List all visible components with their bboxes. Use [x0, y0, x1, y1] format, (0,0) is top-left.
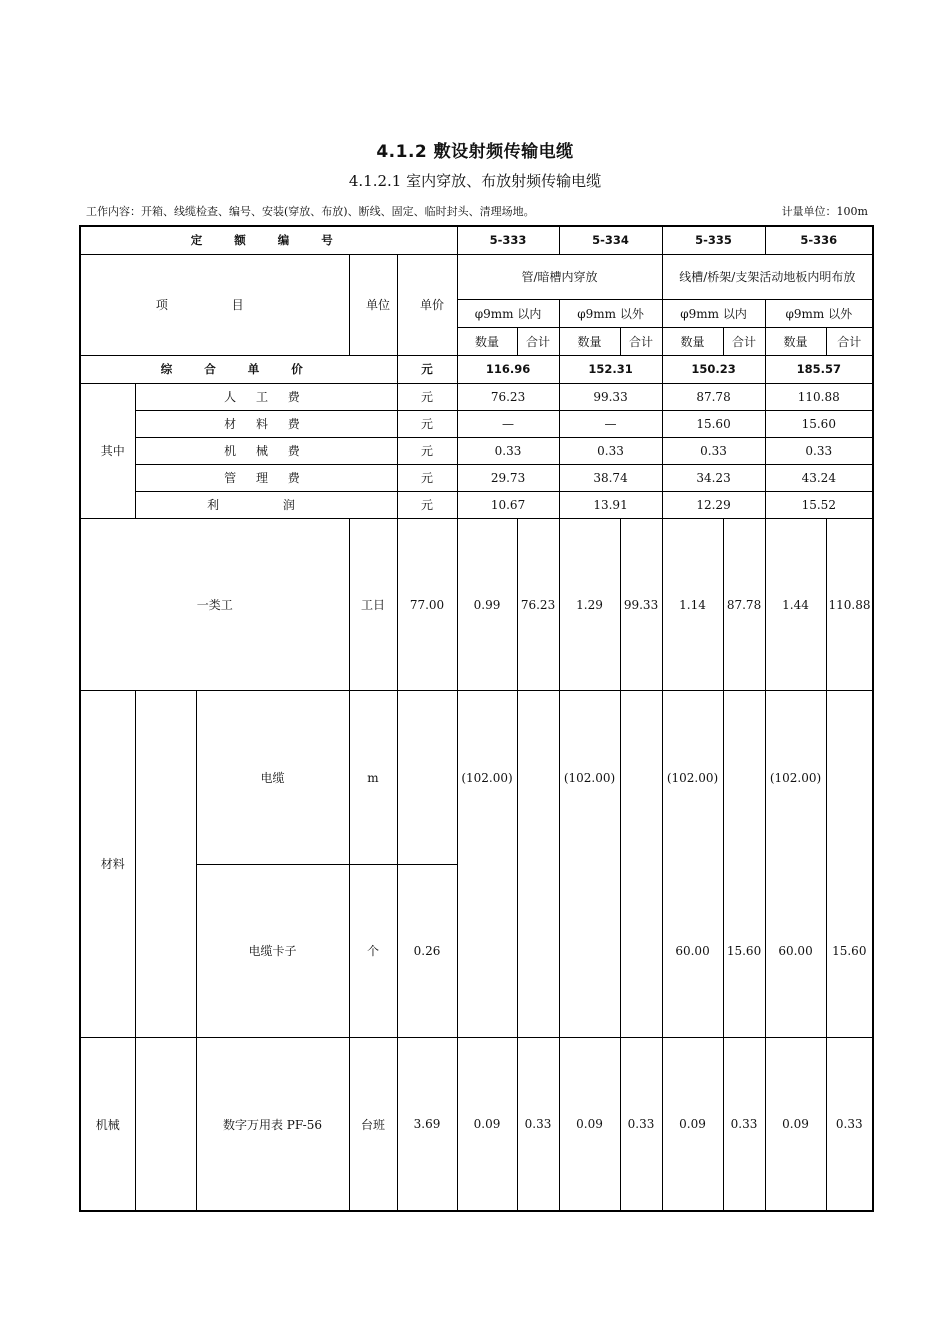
among-item-unit: 元 [397, 491, 457, 518]
among-item-value: 15.60 [765, 410, 873, 437]
material-qty [457, 864, 517, 1037]
material-qty: (102.00) [559, 691, 620, 864]
quota-code-3: 5-335 [662, 226, 765, 254]
labor-unit: 工日 [349, 519, 397, 691]
among-row-management [80, 464, 873, 491]
labor-sum: 87.78 [723, 519, 765, 691]
labor-qty: 1.29 [559, 519, 620, 691]
labor-price: 77.00 [397, 519, 457, 691]
material-name: 电缆 [196, 691, 349, 864]
labor-row [80, 519, 873, 691]
sum-header: 合计 [826, 327, 873, 355]
among-item-value: 29.73 [457, 464, 559, 491]
spec-1: φ9mm 以内 [457, 299, 559, 327]
machine-price: 3.69 [397, 1038, 457, 1211]
material-unit: 个 [349, 864, 397, 1037]
labor-qty: 1.44 [765, 519, 826, 691]
machine-qty: 0.09 [765, 1038, 826, 1211]
total-price-row [80, 355, 873, 383]
among-row-profit [80, 491, 873, 518]
among-item-value: 0.33 [457, 437, 559, 464]
group-header-row [80, 254, 873, 299]
total-price-label: 综 合 单 价 [80, 355, 397, 383]
total-price-4: 185.57 [765, 355, 873, 383]
total-price-2: 152.31 [559, 355, 662, 383]
sum-header: 合计 [620, 327, 662, 355]
quota-code-2: 5-334 [559, 226, 662, 254]
unit-header: 单位 [349, 254, 397, 355]
material-label: 材料 [80, 691, 135, 1038]
material-qty [559, 864, 620, 1037]
material-sum [620, 691, 662, 864]
quota-table [79, 225, 874, 1212]
labor-qty: 0.99 [457, 519, 517, 691]
material-qty: (102.00) [457, 691, 517, 864]
among-item-value: 15.52 [765, 491, 873, 518]
material-blank-cell [135, 691, 196, 1038]
among-item-unit: 元 [397, 437, 457, 464]
qty-header: 数量 [765, 327, 826, 355]
labor-sum: 99.33 [620, 519, 662, 691]
among-item-value: 10.67 [457, 491, 559, 518]
among-item-label: 利 润 [135, 491, 397, 518]
among-item-value: 0.33 [662, 437, 765, 464]
sum-header: 合计 [723, 327, 765, 355]
spec-4: φ9mm 以外 [765, 299, 873, 327]
material-price: 0.26 [397, 864, 457, 1037]
material-sum [826, 691, 873, 864]
among-item-unit: 元 [397, 410, 457, 437]
price-header: 单价 [397, 254, 457, 355]
measure-unit-note: 计量单位：100m [781, 205, 868, 218]
item-header: 项 目 [80, 254, 349, 355]
quota-code-label: 定 额 编 号 [80, 226, 457, 254]
material-sum [620, 864, 662, 1037]
labor-name: 一类工 [80, 519, 349, 691]
among-item-unit: 元 [397, 383, 457, 410]
machine-row [80, 1038, 873, 1211]
section-title: 4.1.2 敷设射频传输电缆 [376, 142, 574, 162]
among-row-labor [80, 383, 873, 410]
group-pipe: 管/暗槽内穿放 [457, 254, 662, 299]
material-row-cable [80, 691, 873, 864]
among-item-value: 38.74 [559, 464, 662, 491]
among-item-value: 34.23 [662, 464, 765, 491]
material-unit: m [349, 691, 397, 864]
among-item-value: — [457, 410, 559, 437]
spec-2: φ9mm 以外 [559, 299, 662, 327]
sum-header: 合计 [517, 327, 559, 355]
material-row-clamp [80, 864, 873, 1037]
material-qty: (102.00) [765, 691, 826, 864]
among-item-value: 13.91 [559, 491, 662, 518]
machine-blank-cell [135, 1038, 196, 1211]
among-item-value: 15.60 [662, 410, 765, 437]
among-item-value: 76.23 [457, 383, 559, 410]
among-item-label: 管 理 费 [135, 464, 397, 491]
material-sum [517, 691, 559, 864]
labor-qty: 1.14 [662, 519, 723, 691]
material-qty: 60.00 [765, 864, 826, 1037]
total-price-unit: 元 [397, 355, 457, 383]
among-item-value: — [559, 410, 662, 437]
labor-sum: 110.88 [826, 519, 873, 691]
group-trough: 线槽/桥架/支架活动地板内明布放 [662, 254, 873, 299]
spec-3: φ9mm 以内 [662, 299, 765, 327]
among-item-value: 99.33 [559, 383, 662, 410]
among-row-material [80, 410, 873, 437]
work-content-note: 工作内容：开箱、线缆检查、编号、安装(穿放、布放)、断线、固定、临时封头、清理场地。 [86, 205, 535, 218]
among-item-value: 43.24 [765, 464, 873, 491]
among-item-unit: 元 [397, 464, 457, 491]
quota-code-row [80, 226, 873, 254]
among-item-value: 87.78 [662, 383, 765, 410]
qty-header: 数量 [559, 327, 620, 355]
qty-header: 数量 [662, 327, 723, 355]
machine-sum: 0.33 [826, 1038, 873, 1211]
material-qty: 60.00 [662, 864, 723, 1037]
material-name: 电缆卡子 [196, 864, 349, 1037]
among-item-label: 材 料 费 [135, 410, 397, 437]
labor-sum: 76.23 [517, 519, 559, 691]
machine-sum: 0.33 [517, 1038, 559, 1211]
among-item-label: 机 械 费 [135, 437, 397, 464]
material-sum: 15.60 [723, 864, 765, 1037]
machine-qty: 0.09 [457, 1038, 517, 1211]
among-row-machine [80, 437, 873, 464]
subsection-title: 4.1.2.1 室内穿放、布放射频传输电缆 [348, 172, 602, 190]
machine-label: 机械 [80, 1038, 135, 1211]
material-sum [517, 864, 559, 1037]
quota-code-4: 5-336 [765, 226, 873, 254]
total-price-1: 116.96 [457, 355, 559, 383]
material-sum [723, 691, 765, 864]
quota-code-1: 5-333 [457, 226, 559, 254]
machine-sum: 0.33 [620, 1038, 662, 1211]
material-sum: 15.60 [826, 864, 873, 1037]
among-item-value: 12.29 [662, 491, 765, 518]
machine-name: 数字万用表 PF-56 [196, 1038, 349, 1211]
machine-qty: 0.09 [662, 1038, 723, 1211]
total-price-3: 150.23 [662, 355, 765, 383]
among-item-value: 0.33 [765, 437, 873, 464]
machine-sum: 0.33 [723, 1038, 765, 1211]
among-item-label: 人 工 费 [135, 383, 397, 410]
machine-unit: 台班 [349, 1038, 397, 1211]
qty-header: 数量 [457, 327, 517, 355]
machine-qty: 0.09 [559, 1038, 620, 1211]
material-qty: (102.00) [662, 691, 723, 864]
among-label: 其中 [80, 383, 135, 518]
among-item-value: 0.33 [559, 437, 662, 464]
among-item-value: 110.88 [765, 383, 873, 410]
material-price [397, 691, 457, 864]
